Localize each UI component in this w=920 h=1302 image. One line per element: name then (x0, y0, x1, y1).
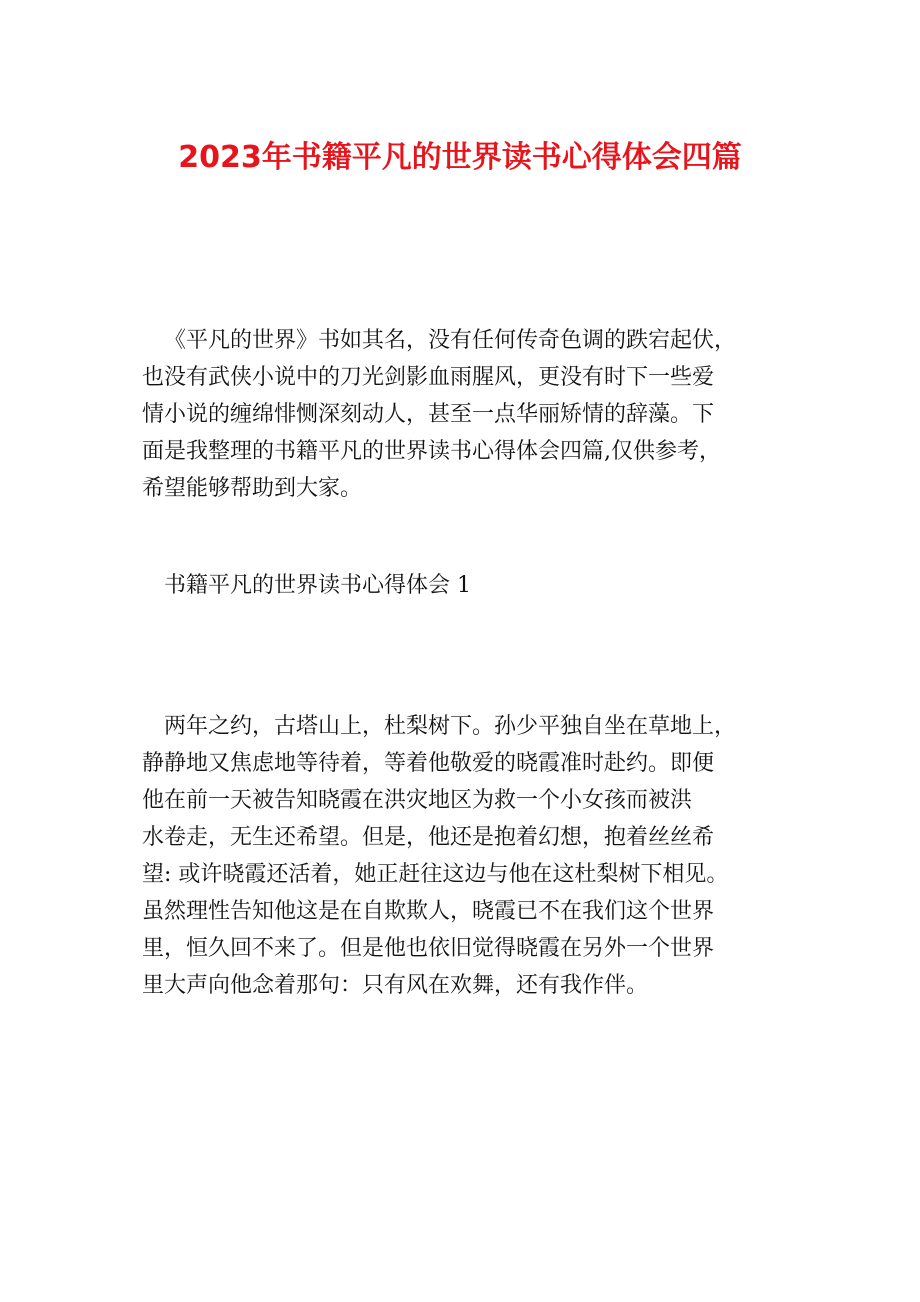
section-1-line: 里大声向他念着那句：只有风在欢舞，还有我作伴。 (142, 973, 649, 998)
intro-line: 希望能够帮助到大家。 (142, 476, 363, 501)
section-1-line: 里，恒久回不来了。但是他也依旧觉得晓霞在另外一个世界 (142, 936, 715, 961)
intro-line: 也没有武侠小说中的刀光剑影血雨腥风，更没有时下一些爱 (142, 365, 715, 390)
intro-line: 《平凡的世界》书如其名，没有任何传奇色调的跌宕起伏， (164, 328, 737, 353)
section-1-paragraph (142, 708, 792, 1004)
section-heading: 书籍平凡的世界读书心得体会 1 (164, 573, 471, 598)
section-1-line: 望: 或许晓霞还活着，她正赶往这边与他在这杜梨树下相见。 (142, 862, 729, 887)
section-heading-block (142, 567, 792, 604)
section-1-line: 静静地又焦虑地等待着，等着他敬爱的晓霞准时赴约。即便 (142, 751, 715, 776)
intro-line: 面是我整理的书籍平凡的世界读书心得体会四篇,仅供参考， (142, 439, 721, 464)
section-1-line: 虽然理性告知他这是在自欺欺人，晓霞已不在我们这个世界 (142, 899, 715, 924)
section-1-line: 水卷走，无生还希望。但是，他还是抱着幻想，抱着丝丝希 (142, 825, 715, 850)
intro-paragraph (142, 322, 792, 507)
section-1-line: 两年之约，古塔山上，杜梨树下。孙少平独自坐在草地上， (164, 714, 737, 739)
intro-line: 情小说的缠绵悱恻深刻动人，甚至一点华丽矫情的辞藻。下 (142, 402, 715, 427)
section-1-line: 他在前一天被告知晓霞在洪灾地区为救一个小女孩而被洪 (142, 788, 693, 813)
document-title: 2023年书籍平凡的世界读书心得体会四篇 (178, 140, 742, 175)
